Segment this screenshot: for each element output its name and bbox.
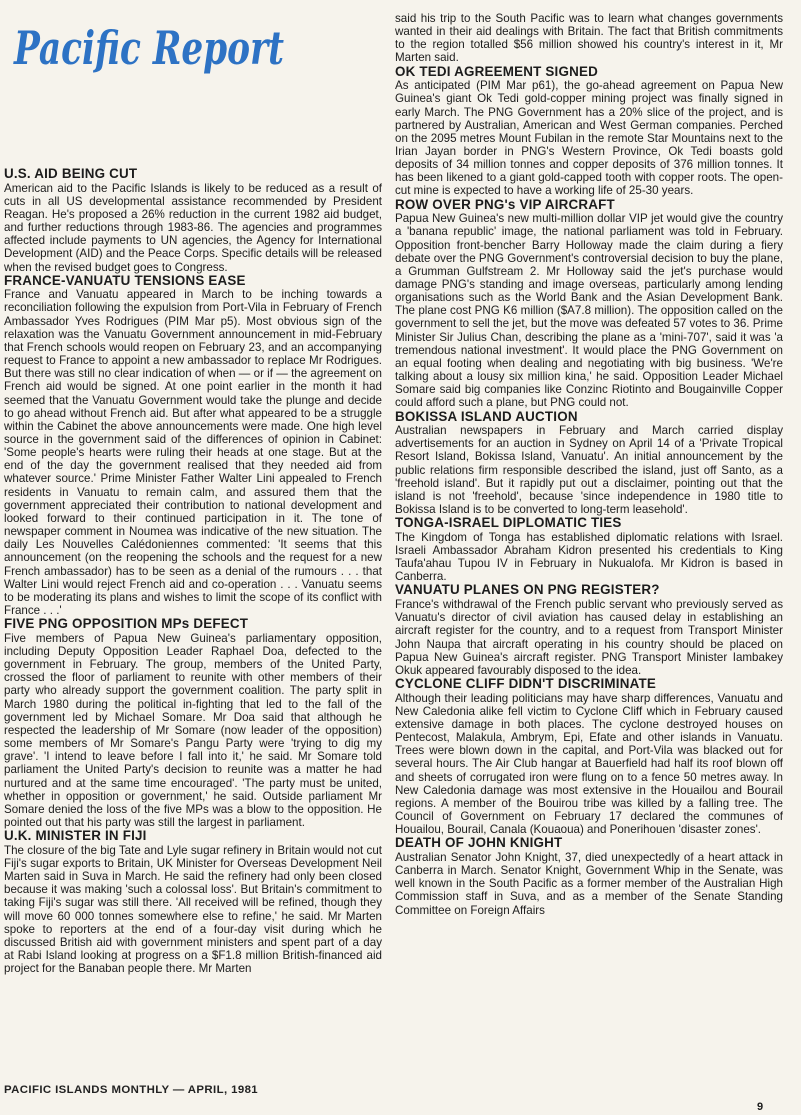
article-title: VANUATU PLANES ON PNG REGISTER? (395, 582, 660, 598)
article-title: ROW OVER PNG's VIP AIRCRAFT (395, 196, 615, 212)
article-body: Five members of Papua New Guinea's parliamentary opposition, including Deputy Opposition Leader Raphael Doa, defected to the government in February. The group, members of the United Party, crossed the floor of parliament to reunite with other members of their party who already support the government coalition. The party split in March 1980 during the political in-fighting that led to the fall of the government led by Michael Somare. Mr Doa said that although he respected the leadership of Mr Somare (now leader of the opposition) some members of Mr Somare's Pangu Party were 'trying to dig my grave'. 'I intend to leave before I fall into it,' he said. Mr Somare told parliament the United Party's decision to reunite was a matter he had nurtured and at the same time encouraged'. 'The party must be united, whether in opposition or government,' he said. Outside parliament Mr Somare denied the loss of the five MPs was a blow to the opposition. He pointed out that his party was still the largest in parliament. (4, 631, 382, 829)
article-us-aid (4, 167, 382, 274)
article-body: Papua New Guinea's new multi-million dollar VIP jet would give the country a 'banana republic' image, the national parliament was told in February. Opposition front-bencher Barry Holloway made the claim during a fiery debate over the PNG Government's controversial decision to buy the plane, a Grumman Gulfstream 2. Mr Holloway said the jet's purchase would damage PNG's standing and image overseas, particularly among lending organisations such as the World Bank and the Asian Development Bank. The plane cost PNG K6 million ($A7.8 million). The opposition called on the government to sell the jet, but the move was defeated 57 votes to 36. Prime Minister Sir Julius Chan, describing the plane as a 'mini-707', said it was 'a tremendous national investment'. It would place the PNG Government on an equal footing when dealing and negotiating with big business. 'We're talking about a lousy six million kina,' he said. Opposition Leader Michael Somare said big companies like Conzinc Riotinto and Bougainville Copper could afford such a plane, but PNG could not. (395, 212, 783, 410)
article-title: U.S. AID BEING CUT (4, 166, 138, 181)
article-vanuatu-planes (395, 583, 783, 677)
article-body: Australian Senator John Knight, 37, died unexpectedly of a heart attack in Canberra in March. Senator Knight, Government Whip in the Senate, was well known in the South Pacific as a former member of the Australian High Commission staff in Suva, and as a member of the Senate Standing Committee on Foreign Affairs (395, 850, 783, 917)
page-number: 9 (757, 1101, 764, 1113)
article-body: The Kingdom of Tonga has established diplomatic relations with Israel. Israeli Ambassador Abraham Kidron presented his credentials to King Taufa'ahau Tupou IV in February in Nukualofa. Mr Kidron is based in Canberra. (395, 530, 783, 584)
article-body: The closure of the big Tate and Lyle sugar refinery in Britain would not cut Fiji's sugar exports to Britain, UK Minister for Overseas Development Neil Marten said in Suva in March. He said the refinery had only been closed because it was making 'such a colossal loss'. But Britain's commitment to taking Fiji's sugar was still there. 'All received will be refined, though they will move 60 000 tonnes somewhere else to refine,' he said. Mr Marten spoke to reporters at the end of a four-day visit during which he discussed British aid with government ministers and spent part of a day at Rabi Island looking at progress on a $F1.8 million British-financed aid project for the Banaban people there. Mr Marten (4, 843, 382, 976)
article-title: U.K. MINISTER IN FIJI (4, 828, 147, 844)
article-title: BOKISSA ISLAND AUCTION (395, 408, 578, 424)
article-title: DEATH OF JOHN KNIGHT (395, 835, 563, 851)
article-body: Although their leading politicians may have sharp differences, Vanuatu and New Caledonia alike fell victim to Cyclone Cliff which in February caused extensive damage in both places. The cyclone destroyed houses on Pentecost, Malakula, Ambrym, Epi, Efate and other islands in Vanuatu. Trees were blown down in the capital, and Port-Vila was blacked out for several hours. The Air Club hangar at Bauerfield had half its roof blown off and sheets of corrugated iron were flung on to a fence 50 metres away. In New Caledonia damage was most extensive in the Houailou and Bourail regions. A member of the Bouirou tribe was killed by a falling tree. The Council of Government on February 17 declared the communes of Houailou, Bourail, Canala (Kouaoua) and Ponerihouen 'disaster zones'. (395, 691, 783, 837)
article-body: Australian newspapers in February and March carried display advertisements for an auction in Sydney on April 14 of a 'Private Tropical Resort Island, Bokissa Island, Vanuatu'. An initial announcement by the public relations firm responsible described the island, just off Santo, as a 'freehold island'. But it rapidly put out a disclaimer, pointing out that the island is not 'freehold', because 'since independence in 1980 title to Bokissa Island is to be converted to long-term leasehold'. (395, 424, 783, 517)
article-cyclone-cliff (395, 677, 783, 836)
article-ok-tedi (395, 65, 783, 198)
left-column (4, 0, 382, 975)
footer-publication-line: PACIFIC ISLANDS MONTHLY — APRIL, 1981 (4, 1084, 259, 1096)
article-png-mps-defect (4, 617, 382, 829)
article-title: FRANCE-VANUATU TENSIONS EASE (4, 272, 246, 288)
article-title: CYCLONE CLIFF DIDN'T DISCRIMINATE (395, 676, 656, 691)
article-bokissa-auction (395, 410, 783, 517)
article-continued (395, 12, 783, 65)
article-title: TONGA-ISRAEL DIPLOMATIC TIES (395, 515, 622, 531)
article-body: As anticipated (PIM Mar p61), the go-ahead agreement on Papua New Guinea's giant Ok Tedi gold-copper mining project was finally signed in early March. The PNG Government has a 20% slice of the project, and is partnered by Australian, American and West German companies. Perched on the 2095 metres Mount Fubilan in the remote Star Mountains next to the Irian Jayan border in PNG's Western Province, Ok Tedi boasts gold deposits of 34 million tonnes and copper deposits of 376 million tonnes. It has been likened to a giant gold-capped tooth with copper roots. The open-cut mine is expected to have a working life of 25-30 years. (395, 79, 783, 198)
article-vip-aircraft (395, 198, 783, 410)
article-france-vanuatu (4, 274, 382, 618)
article-title: OK TEDI AGREEMENT SIGNED (395, 63, 598, 79)
article-uk-minister-fiji (4, 829, 382, 975)
svg-text:Pacific Report: Pacific Report (12, 21, 285, 75)
article-tonga-israel (395, 516, 783, 583)
right-column (395, 12, 783, 917)
article-body: France's withdrawal of the French public servant who previously served as Vanuatu's director of civil aviation has caused delay in establishing an aircraft register for the country, and to a request from Transport Minister John Naupa that aircraft operating in his country should be placed on Papua New Guinea's aircraft register. PNG Transport Minister Iambakey Okuk appeared favourably disposed to the idea. (395, 598, 783, 677)
article-body: American aid to the Pacific Islands is likely to be reduced as a result of cuts in all US developmental assistance recommended by President Reagan. He's proposed a 26% reduction in the current 1982 aid budget, and further reductions through 1983-86. The agencies and programmes affected include payments to UN agencies, the Agency for International Development (AID) and the Peace Corps. Specific details will be released when the revised budget goes to Congress. (4, 181, 382, 274)
article-body: said his trip to the South Pacific was to learn what changes governments wanted in their aid dealings with Britain. The fact that British commitments to the region totalled $56 million showed his country's interest in it, Mr Marten said. (395, 12, 783, 65)
article-title: FIVE PNG OPPOSITION MPs DEFECT (4, 616, 249, 632)
article-john-knight (395, 836, 783, 916)
article-body: France and Vanuatu appeared in March to be inching towards a reconciliation following the expulsion from Port-Vila in February of French Ambassador Yves Rodrigues (PIM Mar p5). Most obvious sign of the relaxation was the Vanuatu Government announcement in mid-February that French schools would reopen on February 23, and an accompanying request to France to appoint a new ambassador to replace Mr Rodrigues. But there was still no clear indication of when — or if — the agreement on French aid would be signed. At one point earlier in the month it had seemed that the Vanuatu Government would take the plunge and decide to go ahead without French aid. But after what appeared to be a struggle within the Cabinet the above announcements were made. One high level source in the government said of the differences of opinion in Cabinet: 'Some people's hearts were ruling their heads at one stage. But at the end of the day the government realised that they needed aid from whatever source.' Prime Minister Father Walter Lini appealed to French residents in Vanuatu to remain calm, and assured them that the government appreciated their contribution to national development and looked forward to their continued participation in it. The tone of newspaper comment in Noumea was indicative of the new situation. The daily Les Nouvelles Calédoniennes commented: 'It seems that this announcement (on the reopening the schools and the request for a new French ambassador) has to be seen as a denial of the rumours . . . that Walter Lini would reject French aid and co-operation . . . Vanuatu seems to be moderating its plans and wishes to limit the scope of its conflict with France . . .' (4, 288, 382, 618)
